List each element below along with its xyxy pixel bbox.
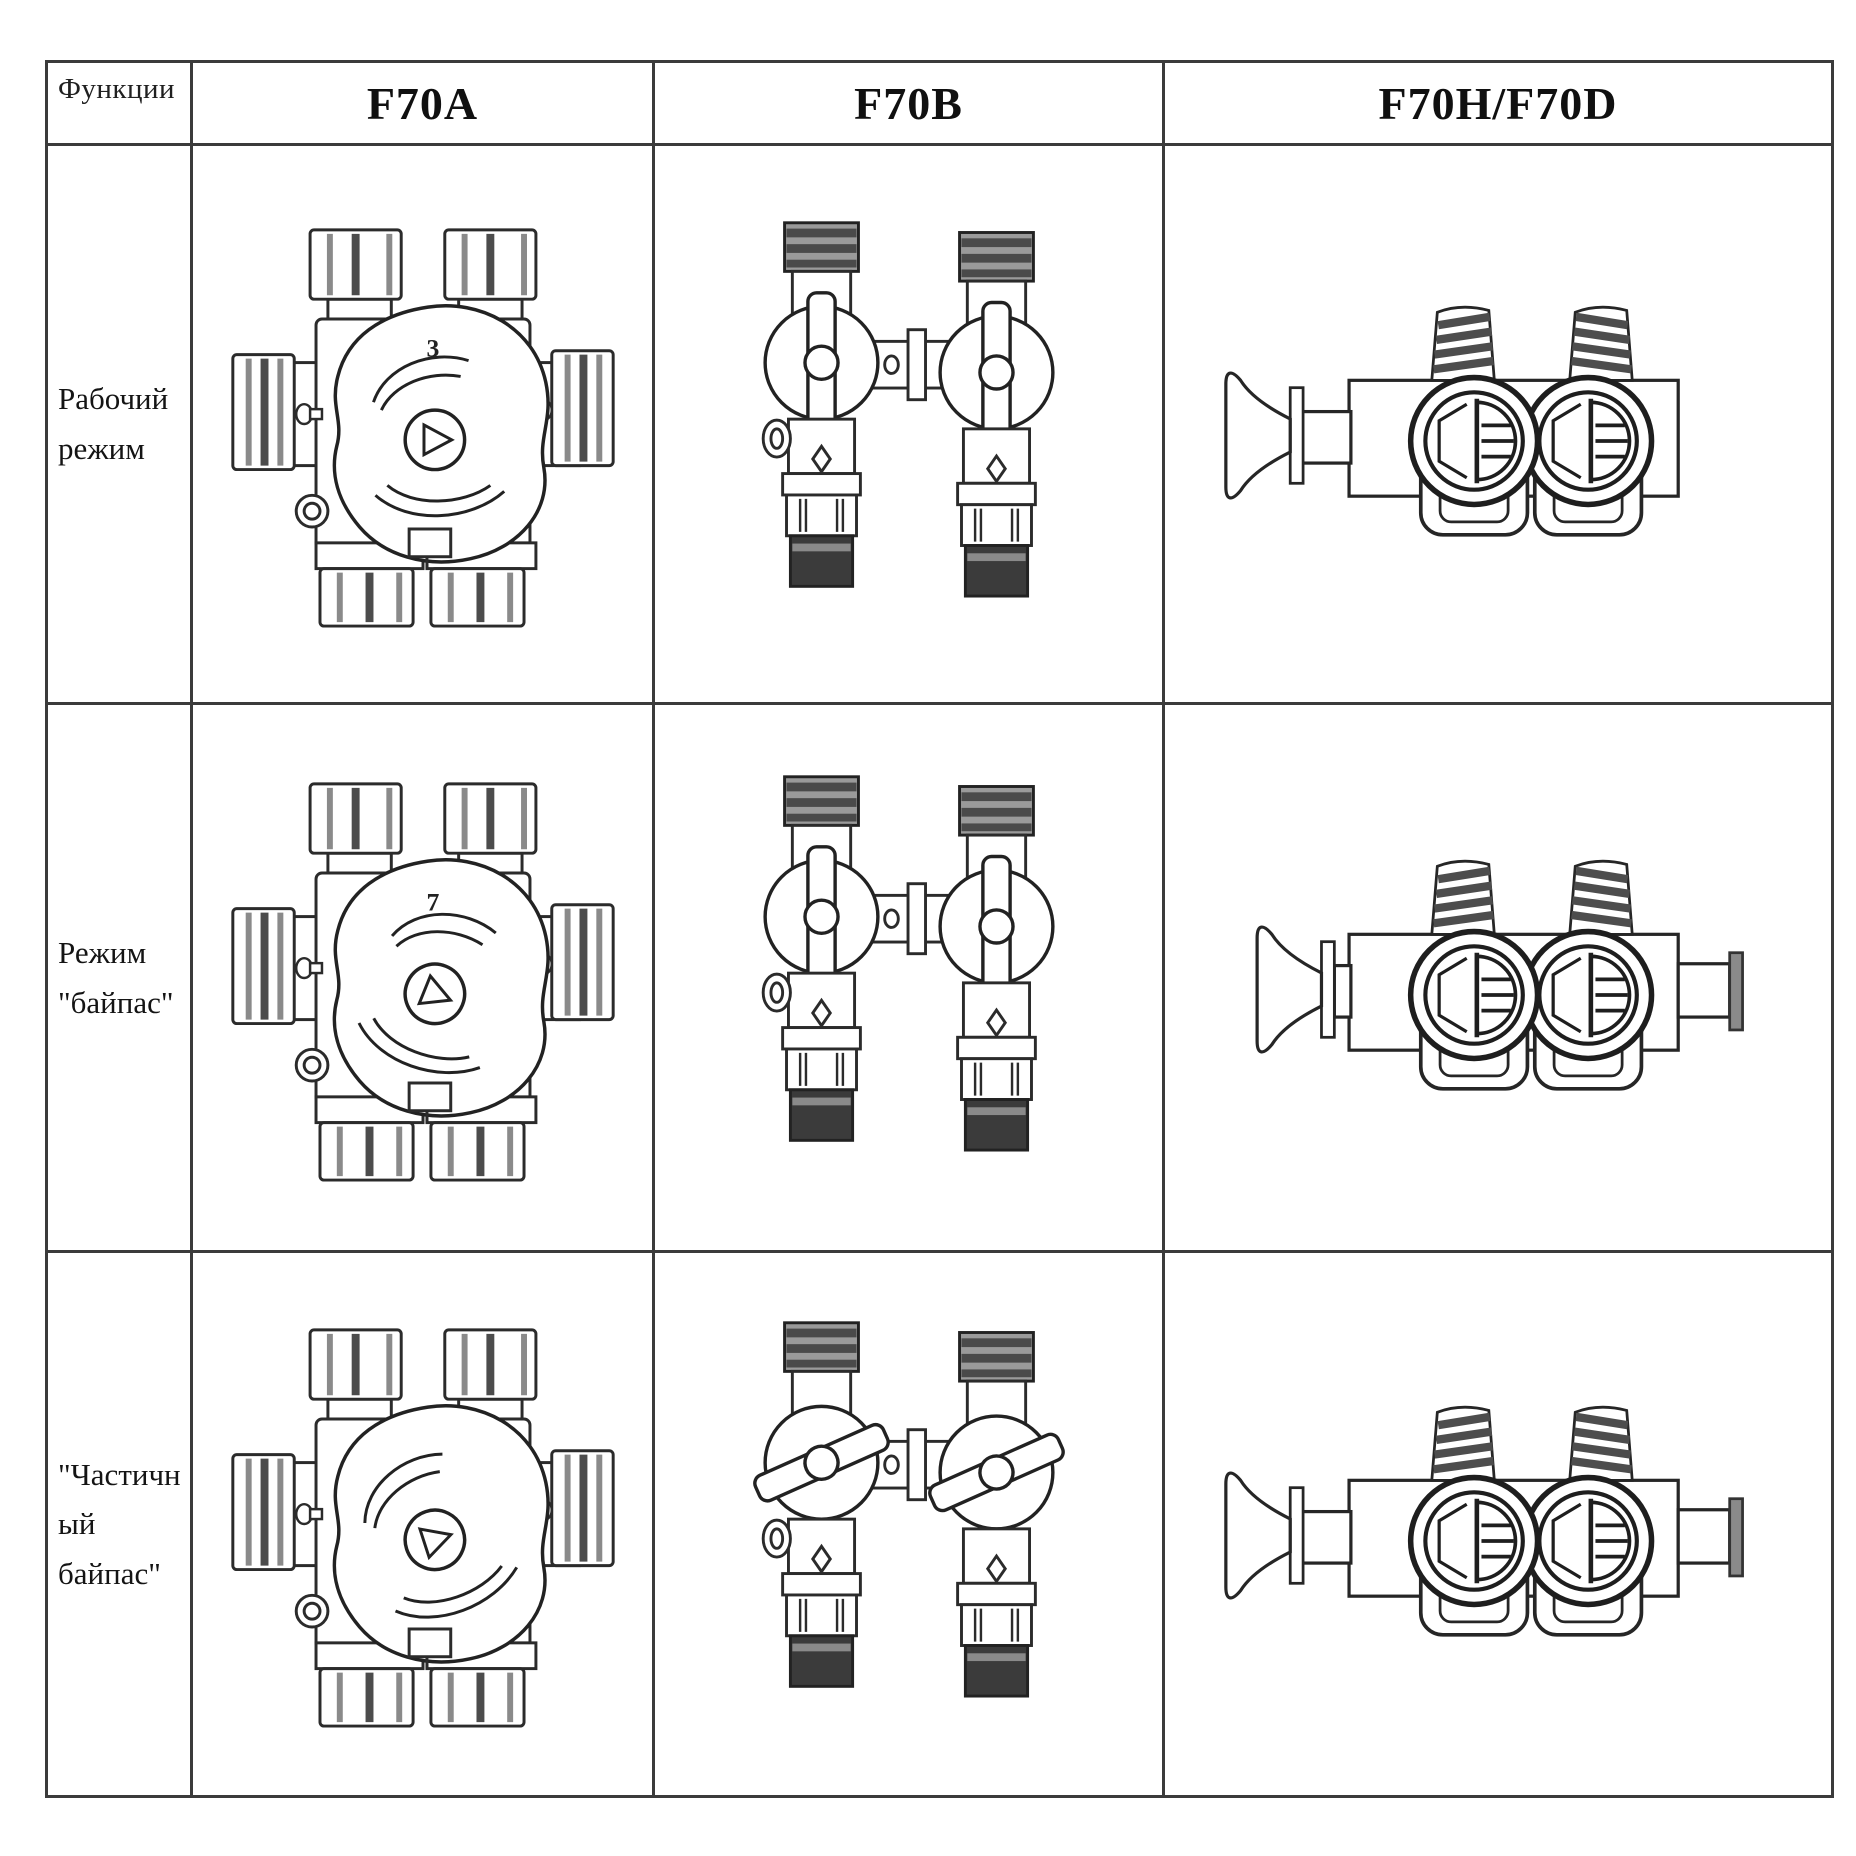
port-right [1525, 931, 1652, 1058]
top-thread-left [1432, 861, 1495, 934]
row-label-bypass-mode: Режим "байпас" [48, 705, 193, 1253]
knob-mark: 7 [425, 887, 439, 917]
valve-handle [804, 293, 837, 433]
right-valve [925, 1332, 1066, 1696]
bottom-thread [965, 1646, 1027, 1697]
clip [296, 1049, 328, 1081]
plunger-knob [1257, 927, 1334, 1052]
top-thread-left [1432, 1407, 1495, 1480]
port-right [1525, 378, 1652, 505]
diagram-f70h-working-mode [1165, 146, 1831, 705]
diagram-f70h-partial-bypass [1165, 1253, 1831, 1795]
clip [296, 495, 328, 527]
top-thread-right [1570, 307, 1633, 380]
f70h-f70d-manifold-drawing [1212, 270, 1784, 578]
header-model-f70a: F70A [193, 63, 655, 146]
plunger-stem [1301, 412, 1351, 463]
plunger-knob [1226, 1473, 1303, 1598]
diagram-f70a-partial-bypass [193, 1253, 655, 1795]
diagram-f70a-bypass-mode [193, 705, 655, 1253]
bottom-thread [790, 1089, 852, 1140]
diagram-f70h-bypass-mode [1165, 705, 1831, 1253]
right-outlet-stub [1678, 1499, 1742, 1576]
header-function-column: Функции [48, 63, 193, 146]
diagram-f70a-working-mode [193, 146, 655, 705]
plunger-stem [1301, 1512, 1351, 1563]
bottom-thread [790, 536, 852, 587]
left-valve [750, 1323, 891, 1687]
header-model-f70h-f70d: F70H/F70D [1165, 63, 1831, 146]
top-thread-left [1432, 307, 1495, 380]
port-left [1411, 378, 1538, 505]
f70h-f70d-manifold-drawing [1212, 824, 1784, 1132]
plunger-knob [1226, 373, 1303, 498]
valve-handle [979, 856, 1012, 996]
bottom-thread [965, 546, 1027, 597]
top-thread-right [1570, 1407, 1633, 1480]
valve-handle [979, 302, 1012, 442]
port-left [1411, 931, 1538, 1058]
bottom-thread [965, 1099, 1027, 1150]
f70a-valve-top-view-drawing [224, 1316, 622, 1732]
f70b-twin-valve-drawing [700, 769, 1118, 1187]
f70a-valve-top-view-drawing [224, 770, 622, 1186]
f70b-twin-valve-drawing [700, 1315, 1118, 1733]
plunger-stem [1334, 965, 1351, 1016]
f70b-twin-valve-drawing [700, 215, 1118, 633]
diagram-f70b-working-mode [655, 146, 1165, 705]
port-right [1525, 1478, 1652, 1605]
right-valve [940, 786, 1053, 1150]
row-label-working-mode: Рабочий режим [48, 146, 193, 705]
diagram-f70b-partial-bypass [655, 1253, 1165, 1795]
f70a-valve-top-view-drawing [224, 216, 622, 632]
diagram-f70b-bypass-mode [655, 705, 1165, 1253]
bottom-thread [790, 1636, 852, 1687]
header-model-f70b: F70B [655, 63, 1165, 146]
left-valve [763, 776, 878, 1140]
right-valve [940, 232, 1053, 596]
valve-function-table [45, 60, 1834, 1798]
f70h-f70d-manifold-drawing [1212, 1370, 1784, 1678]
left-valve [763, 223, 878, 587]
clip [296, 1595, 328, 1627]
valve-handle [804, 846, 837, 986]
top-thread-right [1570, 861, 1633, 934]
knob-mark: 3 [425, 333, 439, 363]
row-label-partial-bypass: "Частичный байпас" [48, 1253, 193, 1795]
port-left [1411, 1478, 1538, 1605]
right-outlet-stub [1678, 952, 1742, 1029]
